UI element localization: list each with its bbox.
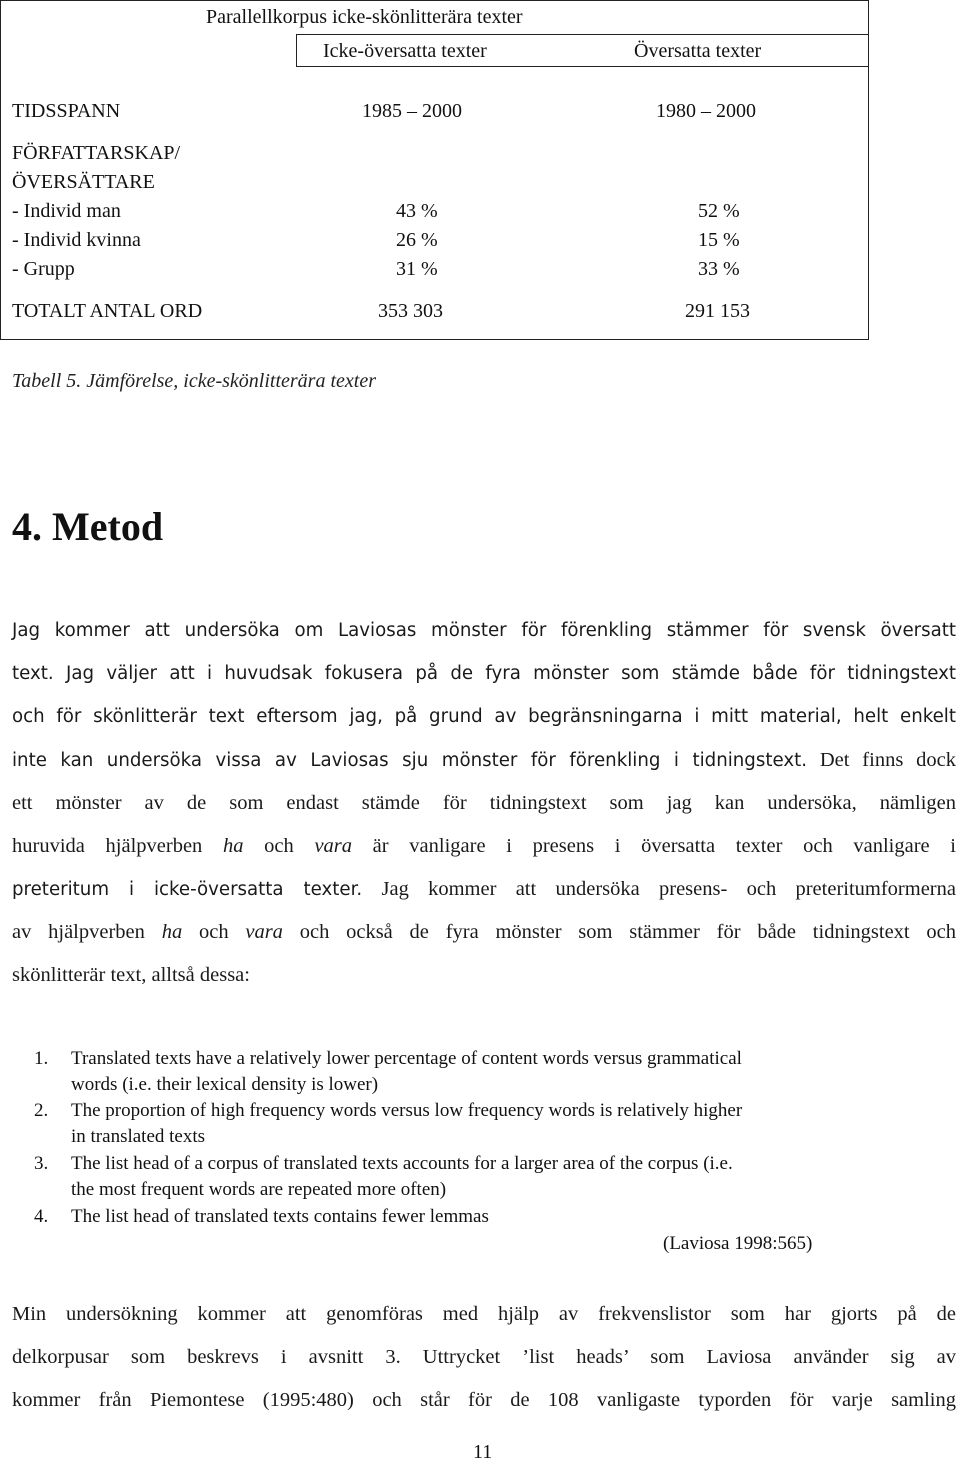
page-number: 11 [473, 1441, 493, 1463]
paragraph-line: Min undersökning kommer att genomföras med hjälp av frekvenslistor som har gjorts på de [12, 1303, 956, 1325]
table-cell: 31 % [396, 258, 438, 280]
section-heading: 4. Metod [12, 504, 164, 549]
table-row-label: ÖVERSÄTTARE [12, 171, 155, 193]
paragraph-line: inte kan undersöka vissa av Laviosas sju mönster för förenkling i tidningstext. Det finns dock [12, 749, 957, 771]
list-item: The proportion of high frequency words versus low frequency words is relatively higher [71, 1100, 743, 1121]
table-cell: 33 % [698, 258, 740, 280]
citation: (Laviosa 1998:565) [663, 1233, 813, 1254]
paragraph-line: skönlitterär text, alltså dessa: [12, 964, 250, 986]
list-number: 1. [34, 1048, 49, 1069]
list-item-cont: in translated texts [71, 1126, 206, 1147]
list-item: Translated texts have a relatively lower percentage of content words versus grammatical [71, 1048, 742, 1069]
paragraph-line: av hjälpverben ha och vara och också de fyra mönster som stämmer för både tidningstext och [12, 921, 956, 943]
table-cell: 15 % [698, 229, 740, 251]
table-row-label: - Individ kvinna [12, 229, 141, 251]
list-item: The list head of translated texts contains fewer lemmas [71, 1206, 489, 1227]
table-col-header-translated: Översatta texter [634, 40, 762, 62]
list-number: 4. [34, 1206, 49, 1227]
table-cell: 1980 – 2000 [656, 100, 756, 122]
table-caption: Tabell 5. Jämförelse, icke-skönlitterära texter [12, 370, 376, 392]
paragraph-line: kommer från Piemontese (1995:480) och står för de 108 vanligaste typorden för varje samling [12, 1389, 956, 1411]
list-item-cont: the most frequent words are repeated more often) [71, 1179, 447, 1200]
paragraph-line: ett mönster av de som endast stämde för tidningstext som jag kan undersöka, nämligen [12, 792, 956, 814]
paragraph-line: huruvida hjälpverben ha och vara är vanligare i presens i översatta texter och vanligare i [12, 835, 957, 857]
table-corpus-title: Parallellkorpus icke-skönlitterära texter [206, 6, 523, 28]
table-cell: 291 153 [685, 300, 750, 322]
list-number: 2. [34, 1100, 49, 1121]
table-row-label: - Grupp [12, 258, 75, 280]
paragraph-line: Jag kommer att undersöka om Laviosas mönster för förenkling stämmer för svensk översatt [12, 620, 956, 641]
table-cell: 26 % [396, 229, 438, 251]
table-cell: 43 % [396, 200, 438, 222]
table-col-header-untranslated: Icke-översatta texter [323, 40, 487, 62]
paragraph-line: preteritum i icke-översatta texter. Jag kommer att undersöka presens- och preteritumformerna [12, 878, 956, 900]
table-row-label: FÖRFATTARSKAP/ [12, 142, 181, 164]
list-item: The list head of a corpus of translated texts accounts for a larger area of the corpus (i.e. [71, 1153, 733, 1174]
table-row-label: TIDSSPANN [12, 100, 121, 122]
table-row-label: - Individ man [12, 200, 121, 222]
paragraph-line: och för skönlitterär text eftersom jag, på grund av begränsningarna i mitt material, helt enkelt [12, 706, 956, 727]
table-cell: 52 % [698, 200, 740, 222]
paragraph-line: delkorpusar som beskrevs i avsnitt 3. Uttrycket ’list heads’ som Laviosa använder sig av [12, 1346, 956, 1368]
table-row-label: TOTALT ANTAL ORD [12, 300, 203, 322]
list-item-cont: words (i.e. their lexical density is lower) [71, 1074, 379, 1095]
table-cell: 353 303 [378, 300, 443, 322]
table-cell: 1985 – 2000 [362, 100, 462, 122]
list-number: 3. [34, 1153, 49, 1174]
paragraph-line: text. Jag väljer att i huvudsak fokusera på de fyra mönster som stämde både för tidningstext [12, 663, 956, 684]
